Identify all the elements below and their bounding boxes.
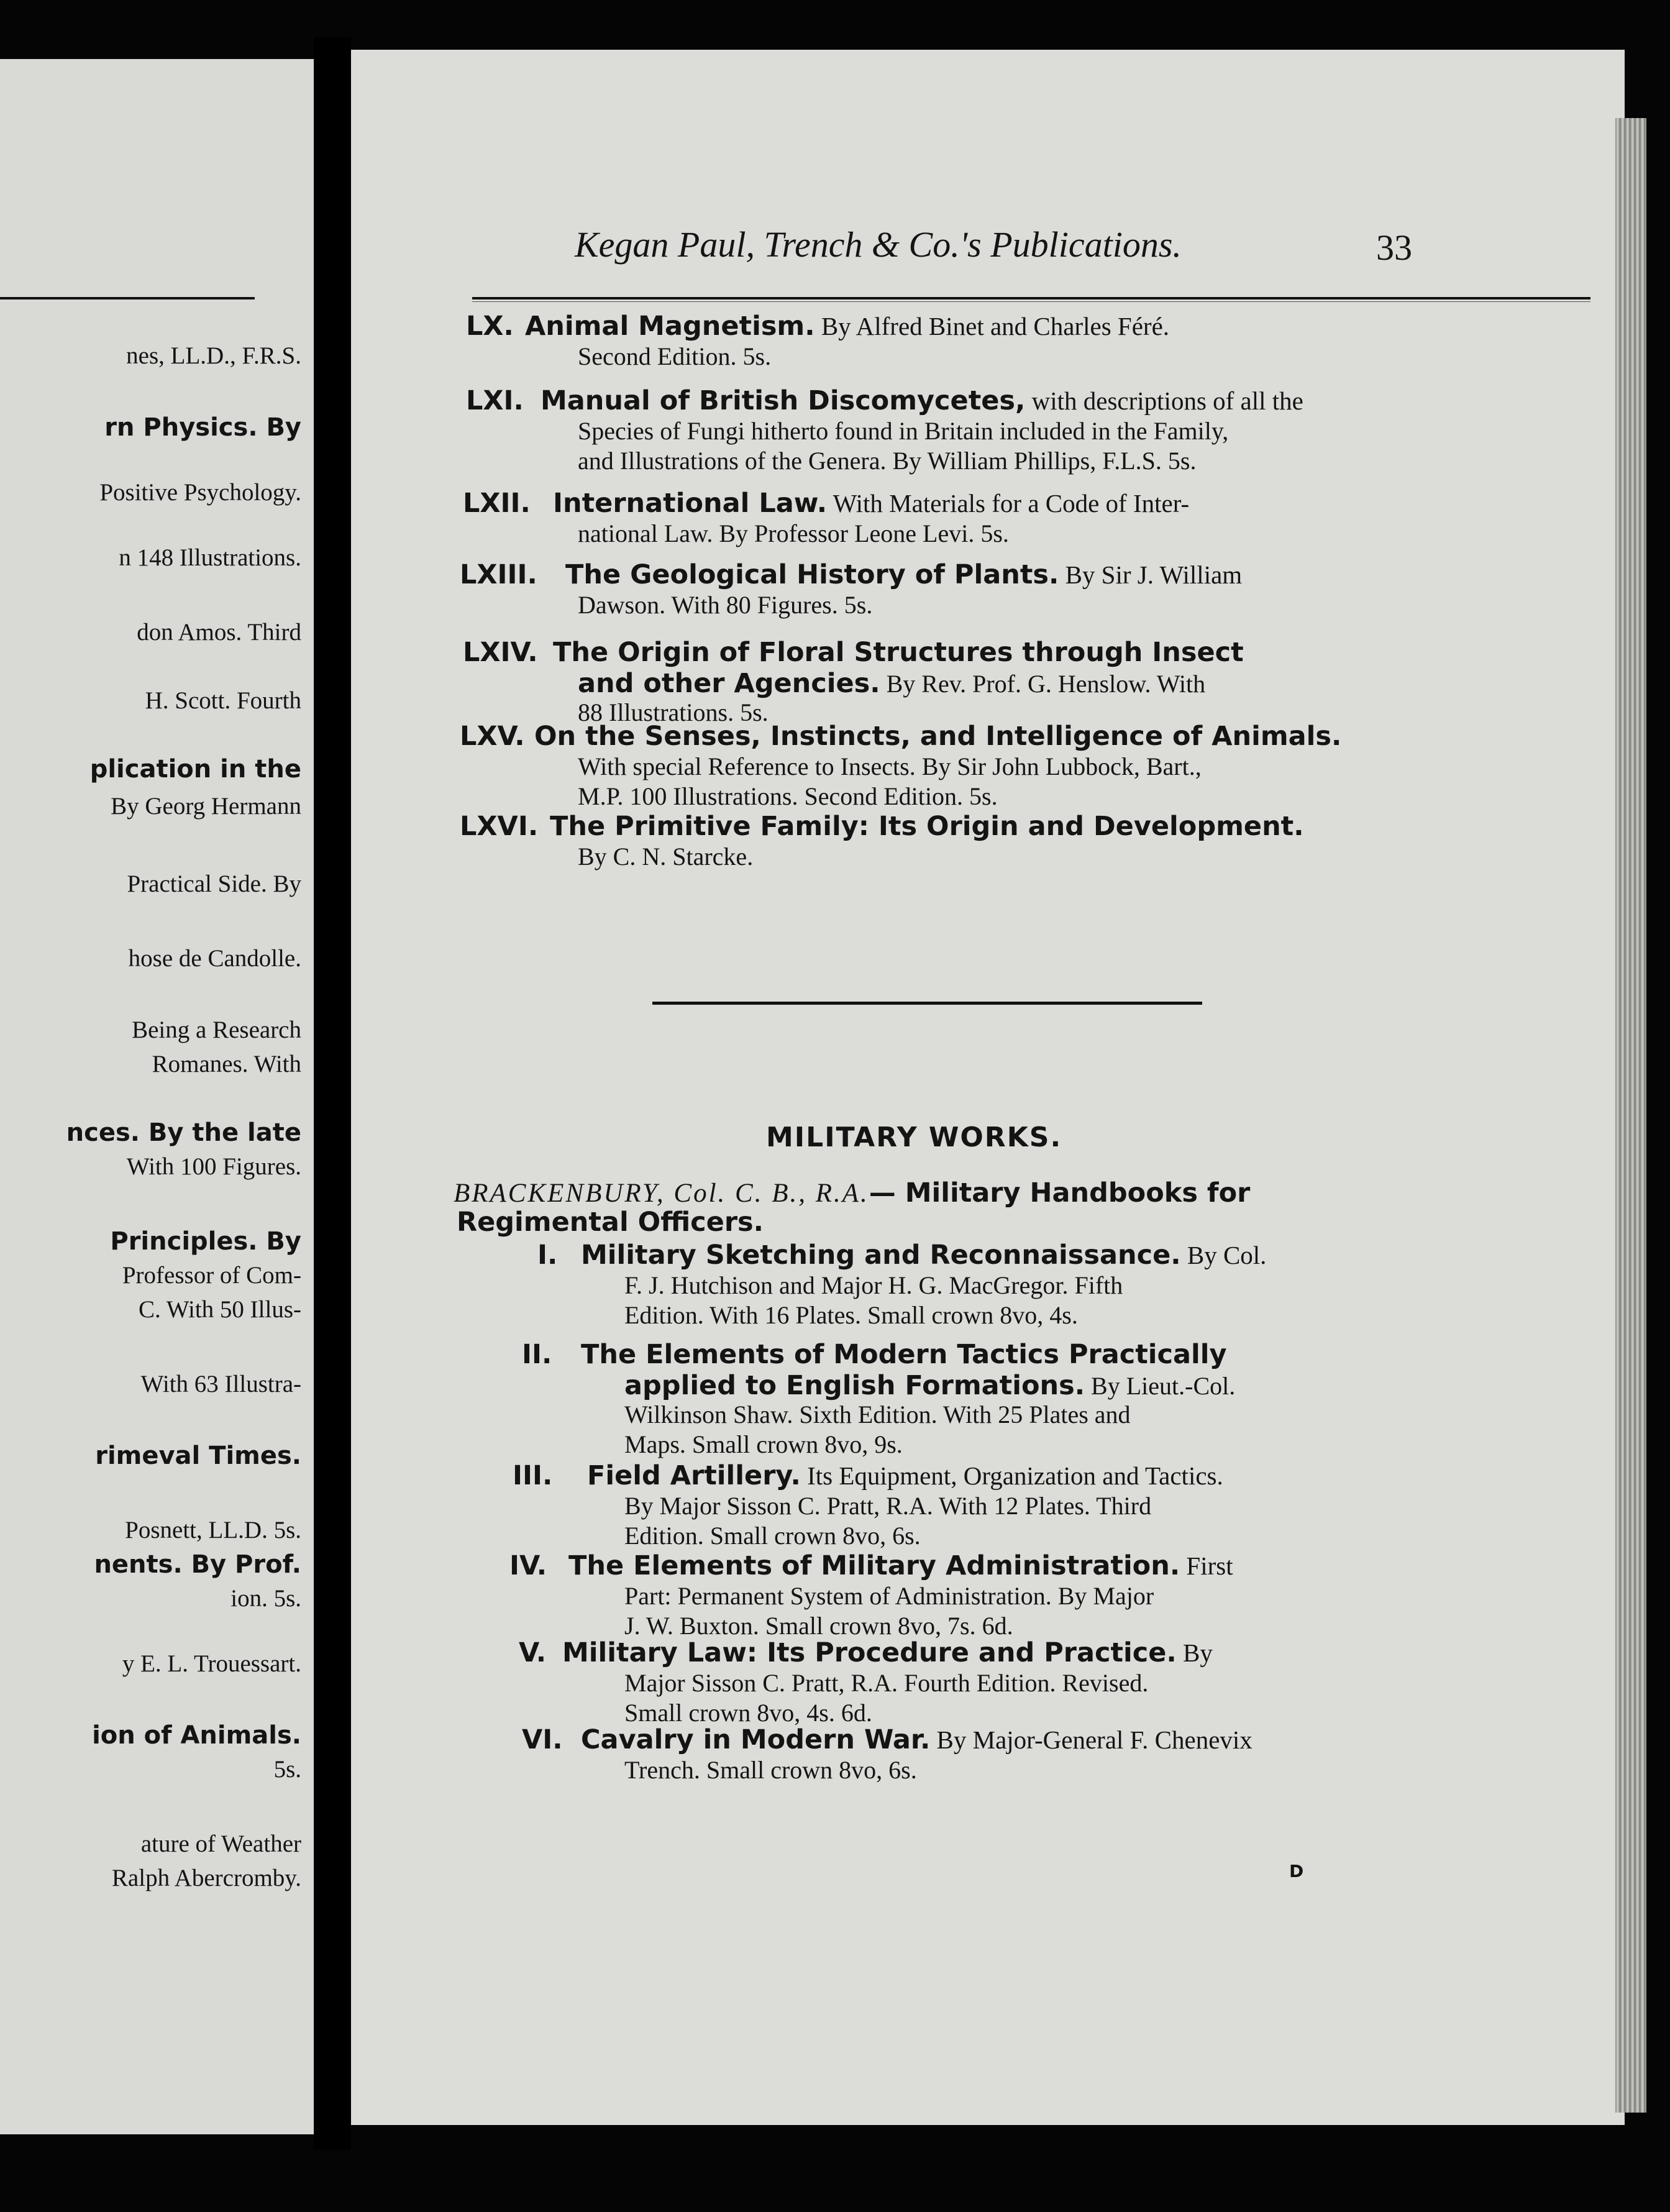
entry-number: LXIII.	[460, 559, 537, 590]
left-header-rule	[0, 297, 255, 299]
entry-detail-line	[578, 668, 1205, 699]
entry-number: LXV.	[460, 721, 525, 752]
entry-title: On the Senses, Instincts, and Intelligence of Animals.	[534, 721, 1342, 752]
entry-title: Manual of British Discomycetes,	[541, 385, 1026, 416]
left-text-fragment: nents. By Prof.	[94, 1550, 301, 1579]
entry-title-rest: By Major-General F. Chenevix	[930, 1725, 1252, 1754]
entry-detail-line: Edition. With 16 Plates. Small crown 8vo, 4s.	[624, 1301, 1078, 1329]
entry-number: LXVI.	[460, 811, 539, 842]
entry-title-line	[568, 1550, 1233, 1581]
entry-title-line	[562, 1637, 1213, 1668]
left-text-fragment: By Georg Hermann	[111, 793, 301, 820]
left-text-fragment: don Amos. Third	[137, 619, 301, 646]
entry-title-line	[553, 637, 1244, 668]
entry-detail-line: Edition. Small crown 8vo, 6s.	[624, 1522, 921, 1550]
left-text-fragment: rn Physics. By	[104, 413, 301, 442]
entry-detail-line: and Illustrations of the Genera. By William Phillips, F.L.S. 5s.	[578, 447, 1197, 475]
left-text-fragment: Romanes. With	[152, 1051, 301, 1077]
entry-number: LXI.	[466, 385, 524, 416]
left-text-fragment: hose de Candolle.	[128, 945, 301, 972]
entry-title-line	[541, 385, 1303, 416]
entry-detail-rest: By Lieut.-Col.	[1085, 1372, 1236, 1400]
left-text-fragment: y E. L. Trouessart.	[122, 1650, 301, 1677]
entry-title-line	[525, 311, 1169, 342]
left-text-fragment: Positive Psychology.	[99, 479, 301, 506]
entry-title-line	[534, 721, 1341, 752]
left-text-fragment: Being a Research	[132, 1017, 301, 1043]
entry-detail-line: Small crown 8vo, 4s. 6d.	[624, 1699, 872, 1727]
entry-detail-line	[624, 1370, 1235, 1401]
entry-detail-line: M.P. 100 Illustrations. Second Edition. 5s.	[578, 782, 998, 810]
left-text-fragment: Professor of Com-	[122, 1262, 301, 1289]
left-text-fragment: Principles. By	[110, 1227, 301, 1256]
entry-number: III.	[513, 1460, 553, 1491]
entry-detail-line: Major Sisson C. Pratt, R.A. Fourth Edition. Revised.	[624, 1669, 1149, 1697]
entry-detail-line: national Law. By Professor Leone Levi. 5s.	[578, 519, 1009, 547]
running-head: Kegan Paul, Trench & Co.'s Publications.	[575, 224, 1182, 265]
entry-number: IV.	[509, 1550, 547, 1581]
entry-title-line	[581, 1724, 1252, 1755]
left-text-fragment: nces. By the late	[66, 1118, 301, 1147]
entry-title: International Law.	[553, 488, 828, 519]
left-text-fragment: Posnett, LL.D. 5s.	[125, 1517, 301, 1543]
left-text-fragment: 5s.	[273, 1756, 301, 1783]
left-text-fragment: H. Scott. Fourth	[145, 687, 301, 714]
military-series-heading	[454, 1177, 1250, 1209]
entry-title: Animal Magnetism.	[525, 311, 815, 342]
left-text-fragment: rimeval Times.	[95, 1442, 301, 1470]
entry-title-rest: with descriptions of all the	[1025, 386, 1303, 415]
signature-mark: D	[1289, 1861, 1304, 1881]
left-text-fragment: n 148 Illustrations.	[119, 544, 301, 571]
left-text-fragment: Practical Side. By	[127, 871, 301, 897]
entry-title-rest: First	[1180, 1552, 1233, 1580]
entry-title: Cavalry in Modern War.	[581, 1724, 931, 1755]
entry-detail-line: Trench. Small crown 8vo, 6s.	[624, 1756, 917, 1784]
entry-title: The Elements of Modern Tactics Practically	[581, 1339, 1227, 1370]
entry-title-rest: By Sir J. William	[1059, 560, 1243, 589]
entry-detail-line: Part: Permanent System of Administration. By Major	[624, 1582, 1154, 1610]
entry-title: The Geological History of Plants.	[565, 559, 1059, 590]
entry-title: The Elements of Military Administration.	[568, 1550, 1180, 1581]
entry-detail-line: Second Edition. 5s.	[578, 342, 772, 370]
left-text-fragment: With 100 Figures.	[126, 1153, 301, 1180]
entry-number: VI.	[522, 1724, 563, 1755]
entry-title-line	[587, 1460, 1223, 1491]
entry-detail-line: 88 Illustrations. 5s.	[578, 698, 769, 726]
section-heading: MILITARY WORKS.	[766, 1122, 1062, 1153]
page-edges	[1615, 118, 1646, 2113]
entry-title-rest: With Materials for a Code of Inter-	[827, 489, 1190, 518]
left-text-fragment: plication in the	[89, 755, 301, 784]
entry-detail-line: By Major Sisson C. Pratt, R.A. With 12 Plates. Third	[624, 1492, 1152, 1520]
left-text-fragment: ature of Weather	[140, 1830, 301, 1857]
entry-title-line	[581, 1240, 1266, 1271]
entry-number: I.	[537, 1240, 558, 1271]
entry-title-rest: By Col.	[1180, 1241, 1267, 1269]
entry-title-line	[565, 559, 1242, 590]
entry-detail-rest: By Rev. Prof. G. Henslow. With	[880, 670, 1206, 698]
entry-number: LX.	[466, 311, 514, 342]
entry-title: Field Artillery.	[587, 1460, 801, 1491]
entry-title-rest: By Alfred Binet and Charles Féré.	[814, 312, 1170, 340]
entry-title-line	[550, 811, 1304, 842]
left-text-fragment: Ralph Abercromby.	[111, 1865, 301, 1891]
entry-title-cont: and other Agencies.	[578, 668, 880, 699]
entry-title: The Origin of Floral Structures through Insect	[553, 637, 1244, 668]
header-rule	[472, 297, 1590, 302]
entry-title: Military Sketching and Reconnaissance.	[581, 1240, 1181, 1271]
right-page	[351, 50, 1625, 2125]
left-page	[0, 59, 314, 2134]
entry-number: LXII.	[463, 488, 531, 519]
entry-number: V.	[519, 1637, 547, 1668]
entry-detail-line: Species of Fungi hitherto found in Britain included in the Family,	[578, 417, 1229, 445]
entry-title-rest: Its Equipment, Organization and Tactics.	[800, 1461, 1223, 1490]
left-text-fragment: With 63 Illustra-	[140, 1371, 301, 1397]
page-number: 33	[1376, 227, 1412, 268]
entry-title-cont: applied to English Formations.	[624, 1370, 1085, 1401]
entry-number: LXIV.	[463, 637, 538, 668]
left-text-fragment: ion. 5s.	[230, 1585, 301, 1612]
left-text-fragment: nes, LL.D., F.R.S.	[126, 342, 301, 369]
entry-number: II.	[522, 1339, 552, 1370]
entry-title-line	[581, 1339, 1227, 1370]
author-name: BRACKENBURY, Col. C. B., R.A.	[454, 1179, 869, 1208]
series-title-cont: Regimental Officers.	[457, 1207, 764, 1238]
entry-detail-line: Dawson. With 80 Figures. 5s.	[578, 591, 873, 619]
entry-title-line	[553, 488, 1189, 519]
entry-detail-line: J. W. Buxton. Small crown 8vo, 7s. 6d.	[624, 1612, 1013, 1640]
left-text-fragment: C. With 50 Illus-	[138, 1296, 301, 1323]
entry-title: Military Law: Its Procedure and Practice.	[562, 1637, 1177, 1668]
entry-title-rest: By	[1176, 1638, 1213, 1667]
book-gutter	[314, 37, 351, 2150]
entry-detail-line: With special Reference to Insects. By Sir John Lubbock, Bart.,	[578, 752, 1202, 780]
entry-title: The Primitive Family: Its Origin and Development.	[550, 811, 1304, 842]
section-divider	[652, 1002, 1202, 1005]
series-title: — Military Handbooks for	[869, 1177, 1251, 1209]
entry-detail-line: By C. N. Starcke.	[578, 843, 754, 871]
left-text-fragment: ion of Animals.	[92, 1721, 301, 1750]
entry-detail-line: F. J. Hutchison and Major H. G. MacGregor. Fifth	[624, 1271, 1123, 1299]
entry-detail-line: Maps. Small crown 8vo, 9s.	[624, 1430, 903, 1458]
entry-detail-line: Wilkinson Shaw. Sixth Edition. With 25 Plates and	[624, 1401, 1131, 1428]
